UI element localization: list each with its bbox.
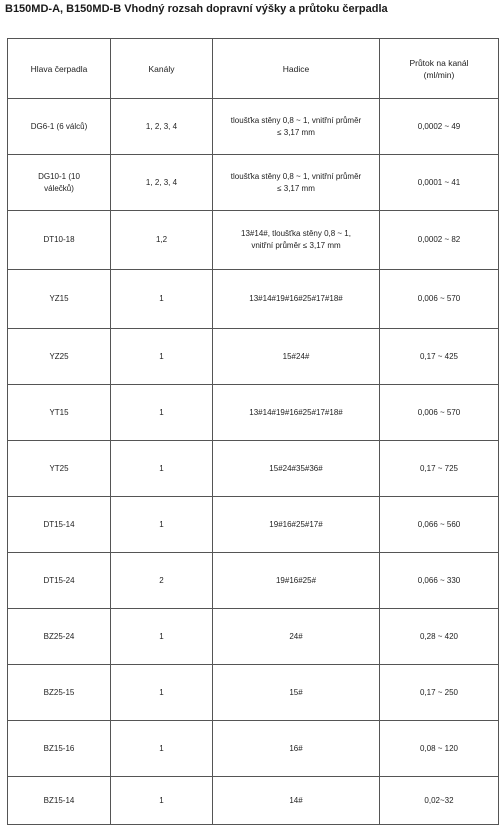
cell-flow-rate: 0,08 ~ 120 — [380, 721, 499, 777]
table-row — [8, 609, 499, 665]
cell-pump-head: DG10-1 (10 válečků) — [8, 155, 111, 211]
cell-flow-rate: 0,066 ~ 330 — [380, 553, 499, 609]
cell-channels: 1,2 — [111, 211, 213, 270]
header-flow-rate: Průtok na kanál (ml/min) — [380, 39, 499, 99]
cell-channels: 1 — [111, 385, 213, 441]
cell-pump-head: BZ15-16 — [8, 721, 111, 777]
table-row — [8, 99, 499, 155]
cell-pump-head: BZ25-24 — [8, 609, 111, 665]
table-row — [8, 329, 499, 385]
cell-tubing: 15# — [213, 665, 380, 721]
pump-head-table — [7, 38, 499, 825]
table-header-row — [8, 39, 499, 99]
cell-flow-rate: 0,17 ~ 425 — [380, 329, 499, 385]
cell-channels: 1 — [111, 665, 213, 721]
cell-pump-head: YT25 — [8, 441, 111, 497]
cell-pump-head: DG6-1 (6 válců) — [8, 99, 111, 155]
cell-tubing: 13#14#19#16#25#17#18# — [213, 270, 380, 329]
cell-pump-head: BZ15-14 — [8, 777, 111, 825]
cell-channels: 2 — [111, 553, 213, 609]
table-row — [8, 211, 499, 270]
header-tubing: Hadice — [213, 39, 380, 99]
cell-channels: 1 — [111, 270, 213, 329]
table-row — [8, 665, 499, 721]
cell-pump-head: BZ25-15 — [8, 665, 111, 721]
table-row — [8, 553, 499, 609]
cell-tubing: 15#24#35#36# — [213, 441, 380, 497]
cell-flow-rate: 0,006 ~ 570 — [380, 385, 499, 441]
cell-tubing: 16# — [213, 721, 380, 777]
table-row — [8, 385, 499, 441]
cell-tubing: 19#16#25#17# — [213, 497, 380, 553]
cell-channels: 1 — [111, 777, 213, 825]
page-title: B150MD-A, B150MD-B Vhodný rozsah dopravní výšky a průtoku čerpadla — [5, 3, 388, 15]
cell-channels: 1 — [111, 721, 213, 777]
cell-channels: 1 — [111, 329, 213, 385]
cell-tubing: 14# — [213, 777, 380, 825]
table-row — [8, 777, 499, 825]
cell-flow-rate: 0,0002 ~ 49 — [380, 99, 499, 155]
cell-flow-rate: 0,02~32 — [380, 777, 499, 825]
table-row — [8, 270, 499, 329]
cell-flow-rate: 0,17 ~ 725 — [380, 441, 499, 497]
cell-pump-head: YT15 — [8, 385, 111, 441]
cell-channels: 1 — [111, 441, 213, 497]
cell-channels: 1, 2, 3, 4 — [111, 99, 213, 155]
cell-channels: 1, 2, 3, 4 — [111, 155, 213, 211]
table-row — [8, 155, 499, 211]
cell-pump-head: YZ15 — [8, 270, 111, 329]
header-pump-head: Hlava čerpadla — [8, 39, 111, 99]
cell-tubing: 15#24# — [213, 329, 380, 385]
cell-pump-head: YZ25 — [8, 329, 111, 385]
cell-tubing: 13#14#19#16#25#17#18# — [213, 385, 380, 441]
cell-flow-rate: 0,066 ~ 560 — [380, 497, 499, 553]
cell-pump-head: DT10-18 — [8, 211, 111, 270]
cell-tubing: tloušťka stěny 0,8 ~ 1, vnitřní průměr ≤ 3,17 mm — [213, 155, 380, 211]
table-row — [8, 497, 499, 553]
cell-tubing: 19#16#25# — [213, 553, 380, 609]
cell-tubing: tloušťka stěny 0,8 ~ 1, vnitřní průměr ≤ 3,17 mm — [213, 99, 380, 155]
cell-flow-rate: 0,0001 ~ 41 — [380, 155, 499, 211]
cell-flow-rate: 0,006 ~ 570 — [380, 270, 499, 329]
cell-pump-head: DT15-14 — [8, 497, 111, 553]
table-row — [8, 721, 499, 777]
cell-flow-rate: 0,0002 ~ 82 — [380, 211, 499, 270]
cell-tubing: 24# — [213, 609, 380, 665]
cell-flow-rate: 0,28 ~ 420 — [380, 609, 499, 665]
table-row — [8, 441, 499, 497]
cell-tubing: 13#14#, tloušťka stěny 0,8 ~ 1, vnitřní průměr ≤ 3,17 mm — [213, 211, 380, 270]
cell-flow-rate: 0,17 ~ 250 — [380, 665, 499, 721]
cell-channels: 1 — [111, 497, 213, 553]
cell-channels: 1 — [111, 609, 213, 665]
cell-pump-head: DT15-24 — [8, 553, 111, 609]
header-channels: Kanály — [111, 39, 213, 99]
